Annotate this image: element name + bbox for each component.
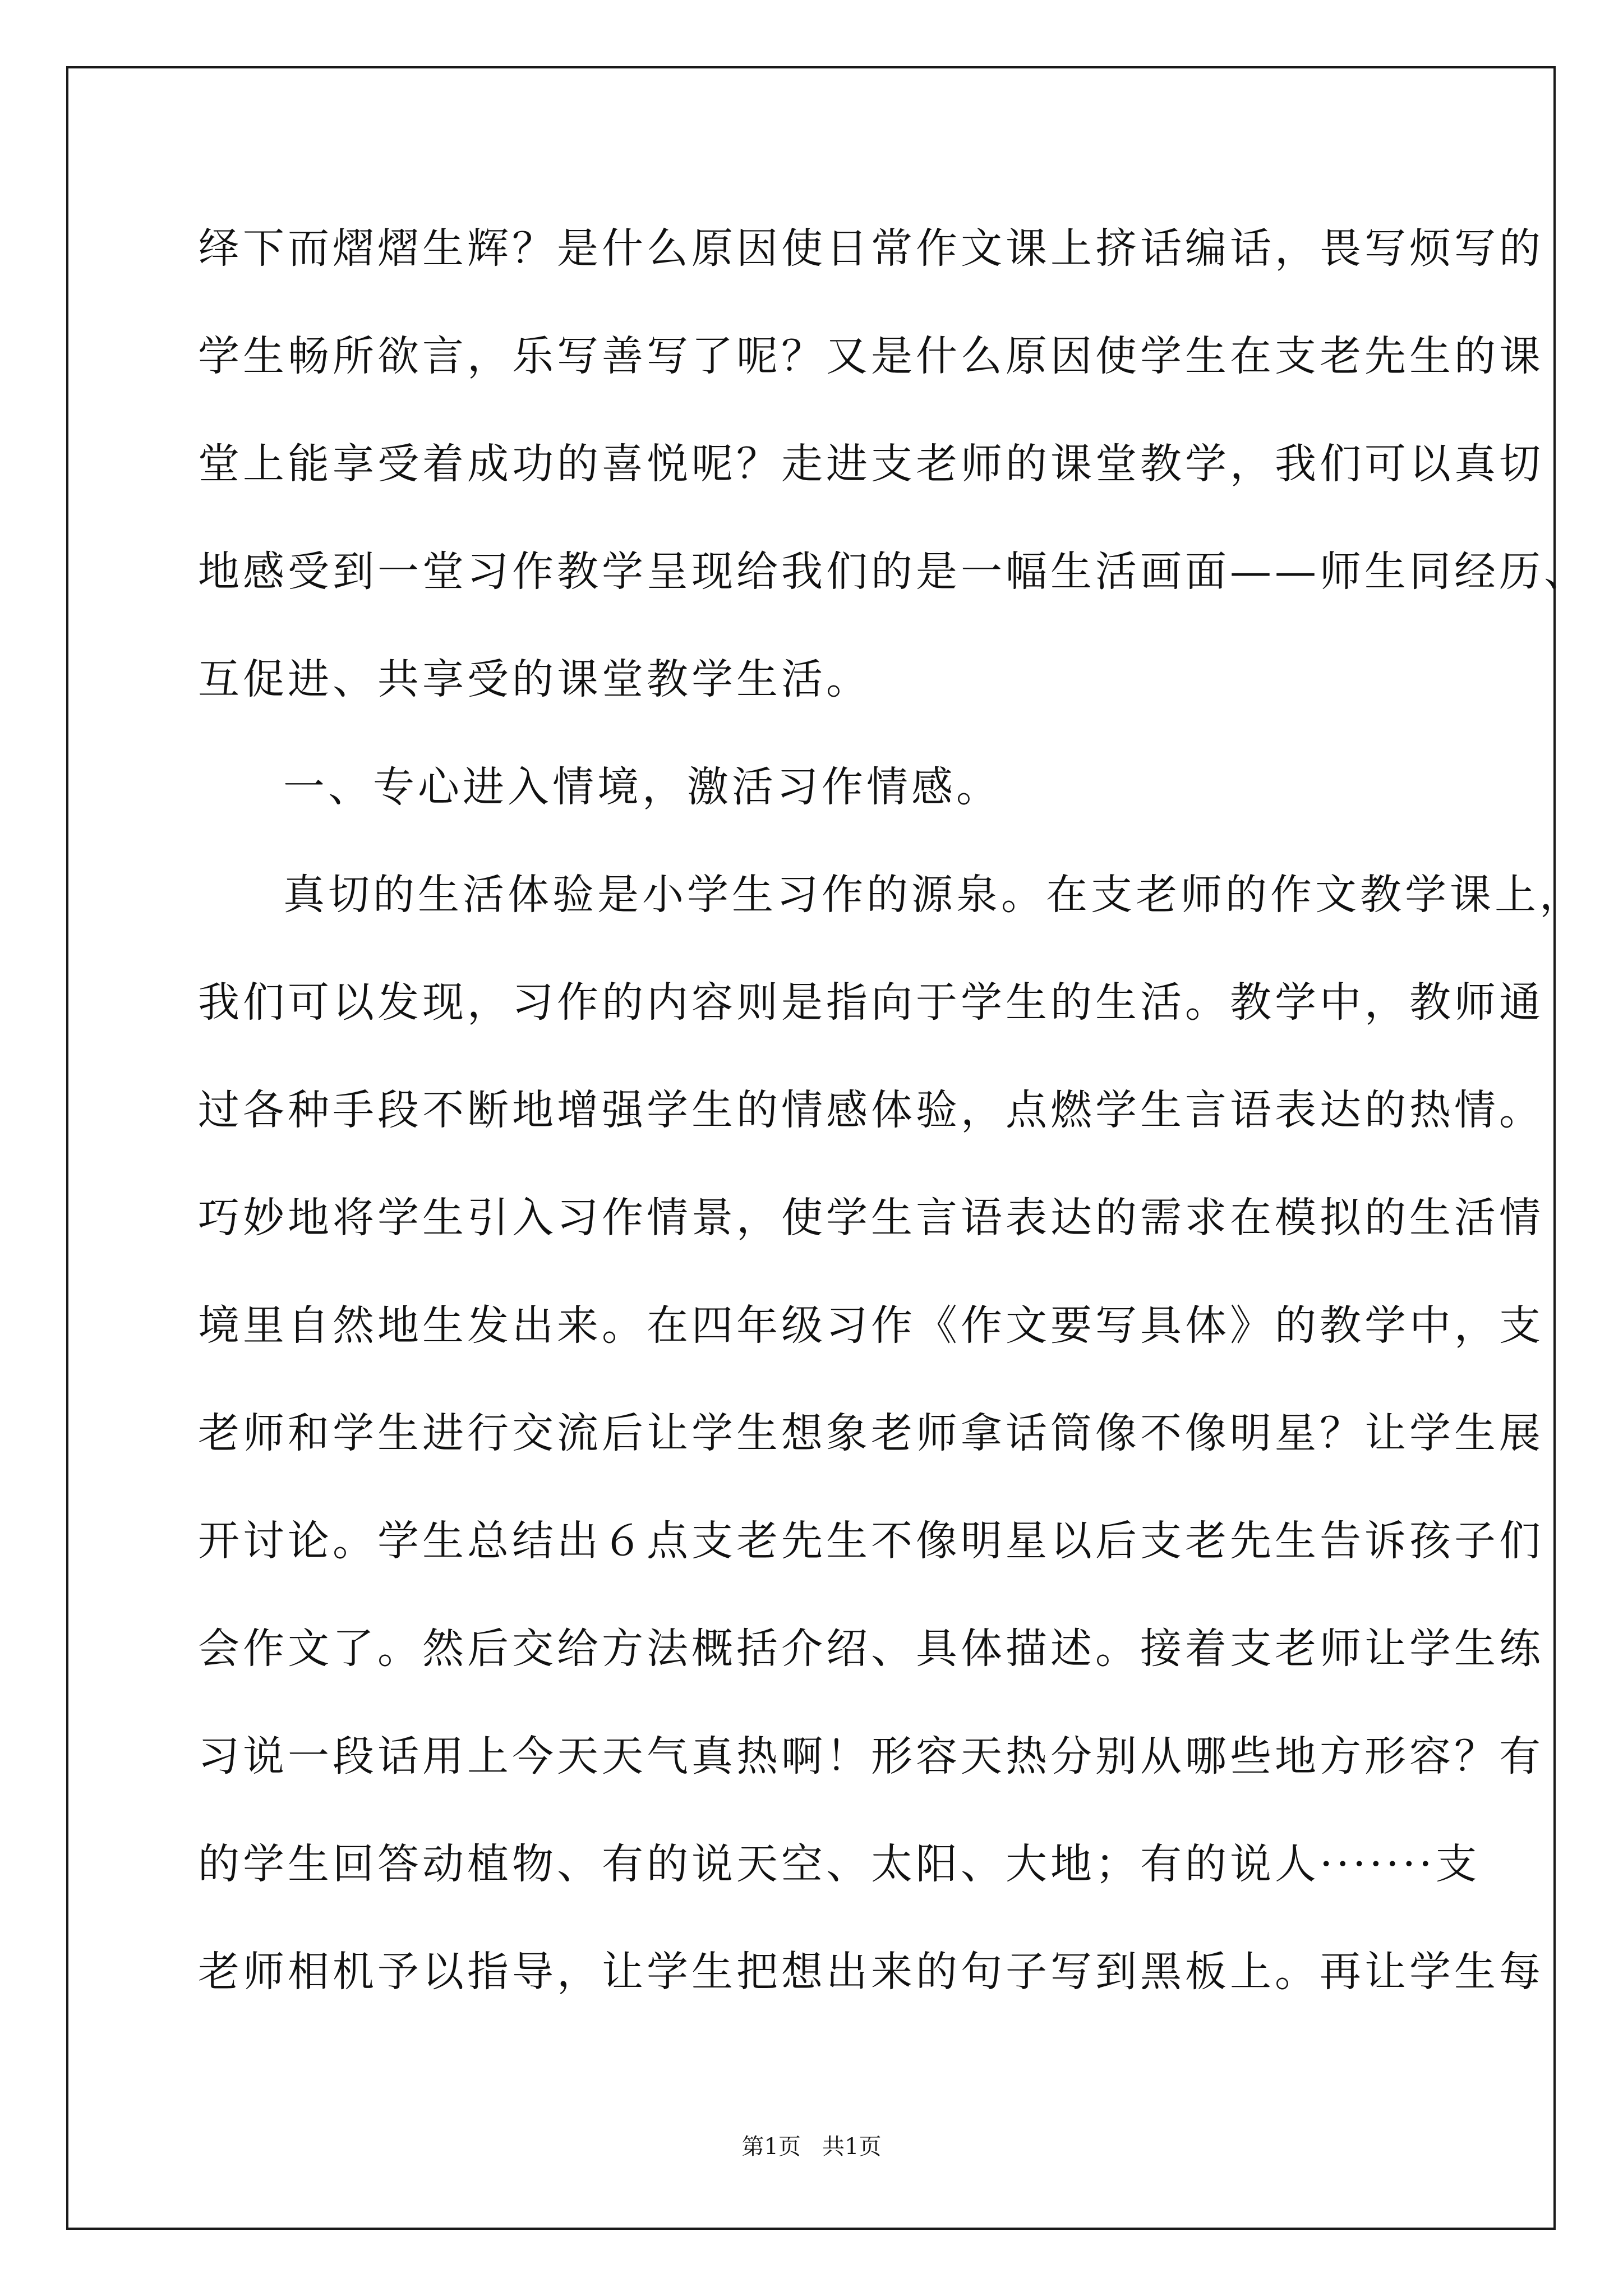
page-border [66,66,1556,2230]
text-line-7: 真切的生活体验是小学生习作的源泉。在支老师的作文教学课上， [283,871,1584,919]
text-line-14: 会作文了。然后交给方法概括介绍、具体描述。接着支老师让学生练 [198,1625,1544,1673]
page-number-footer: 第1页 共1页 [741,2134,882,2160]
text-line-12: 老师和学生进行交流后让学生想象老师拿话筒像不像明星？让学生展 [198,1409,1544,1457]
text-line-16: 的学生回答动植物、有的说天空、太阳、大地；有的说人·······支 [198,1840,1481,1888]
text-line-13: 开讨论。学生总结出６点支老先生不像明星以后支老先生告诉孩子们 [198,1517,1544,1565]
text-line-3: 堂上能享受着成功的喜悦呢？走进支老师的课堂教学，我们可以真切 [198,440,1544,488]
text-line-11: 境里自然地生发出来。在四年级习作《作文要写具体》的教学中，支 [198,1301,1544,1350]
text-line-4: 地感受到一堂习作教学呈现给我们的是一幅生活画面——师生同经历、 [198,547,1589,596]
section-heading: 一、专心进入情境，激活习作情感。 [283,763,1001,811]
text-line-8: 我们可以发现，习作的内容则是指向于学生的生活。教学中，教师通 [198,978,1544,1027]
text-line-17: 老师相机予以指导，让学生把想出来的句子写到黑板上。再让学生每 [198,1948,1544,1996]
text-line-9: 过各种手段不断地增强学生的情感体验，点燃学生言语表达的热情。 [198,1086,1544,1134]
text-line-1: 绎下而熠熠生辉？是什么原因使日常作文课上挤话编话，畏写烦写的 [198,224,1544,273]
text-line-10: 巧妙地将学生引入习作情景，使学生言语表达的需求在模拟的生活情 [198,1194,1544,1242]
text-line-15: 习说一段话用上今天天气真热啊！形容天热分别从哪些地方形容？有 [198,1732,1544,1780]
text-line-2: 学生畅所欲言，乐写善写了呢？又是什么原因使学生在支老先生的课 [198,332,1544,380]
text-line-5: 互促进、共享受的课堂教学生活。 [198,655,871,703]
